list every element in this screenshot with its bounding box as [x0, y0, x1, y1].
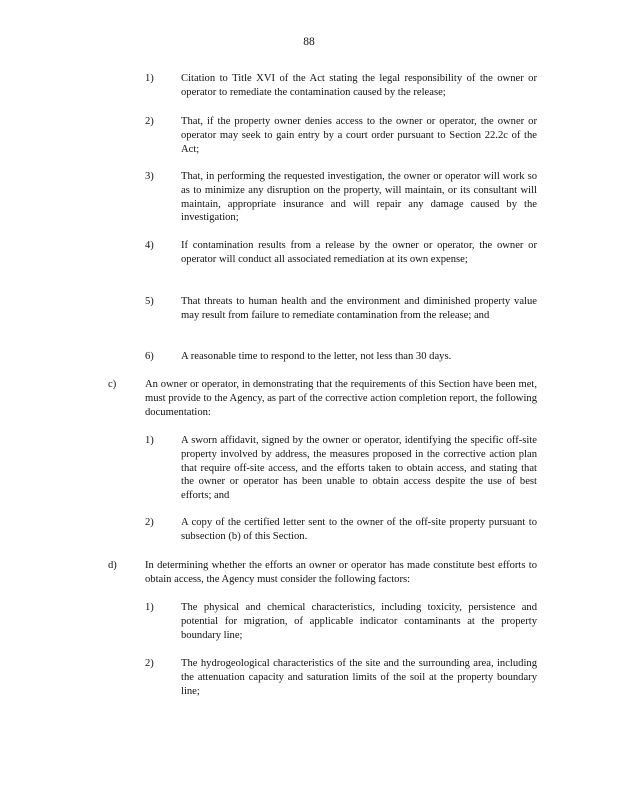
- item-text: That, if the property owner denies access to the owner or operator, the owner or operator may seek to gain entry by a court order pursuant to Section 22.2c of the Act;: [181, 116, 537, 155]
- item-label: 1): [145, 602, 154, 613]
- page-number: 88: [303, 36, 315, 48]
- item-label: c): [108, 379, 117, 390]
- item-text: That, in performing the requested investigation, the owner or operator will work so as to minimize any disruption on the property, will maintain, or its consultant will maintain, appropriate insurance and will repair any damage caused by the investigation;: [181, 171, 537, 224]
- item-label: 3): [145, 171, 154, 182]
- item-text: If contamination results from a release by the owner or operator, the owner or operator will conduct all associated remediation at its own expense;: [181, 240, 537, 265]
- item-text: A copy of the certified letter sent to the owner of the off-site property pursuant to subsection (b) of this Section.: [181, 517, 537, 542]
- item-text: In determining whether the efforts an owner or operator has made constitute best efforts to obtain access, the Agency must consider the following factors:: [145, 560, 537, 585]
- item-text: Citation to Title XVI of the Act stating the legal responsibility of the owner or operator to remediate the contamination caused by the release;: [181, 73, 537, 98]
- item-text: The hydrogeological characteristics of the site and the surrounding area, including the attenuation capacity and saturation limits of the soil at the property boundary line;: [181, 658, 537, 697]
- item-label: 1): [145, 73, 154, 84]
- item-label: 4): [145, 240, 154, 251]
- item-text: A reasonable time to respond to the letter, not less than 30 days.: [181, 351, 452, 362]
- item-label: 2): [145, 517, 154, 528]
- item-label: 1): [145, 435, 154, 446]
- item-label: 6): [145, 351, 154, 362]
- item-text: An owner or operator, in demonstrating that the requirements of this Section have been met, must provide to the Agency, as part of the corrective action completion report, the following documentation:: [145, 379, 537, 418]
- item-text: A sworn affidavit, signed by the owner or operator, identifying the specific off-site property involved by address, the measures proposed in the corrective action plan that require off-site access, and the efforts taken to obtain access, and stating that the owner or operator has been unable to obtain access despite the use of best efforts; and: [181, 435, 537, 502]
- item-text: That threats to human health and the environment and diminished property value may result from failure to remediate contamination from the release; and: [181, 296, 537, 321]
- item-label: 5): [145, 296, 154, 307]
- item-label: 2): [145, 116, 154, 127]
- item-label: 2): [145, 658, 154, 669]
- item-label: d): [108, 560, 117, 571]
- item-text: The physical and chemical characteristics, including toxicity, persistence and potential for migration, of applicable indicator contaminants at the property boundary line;: [181, 602, 537, 641]
